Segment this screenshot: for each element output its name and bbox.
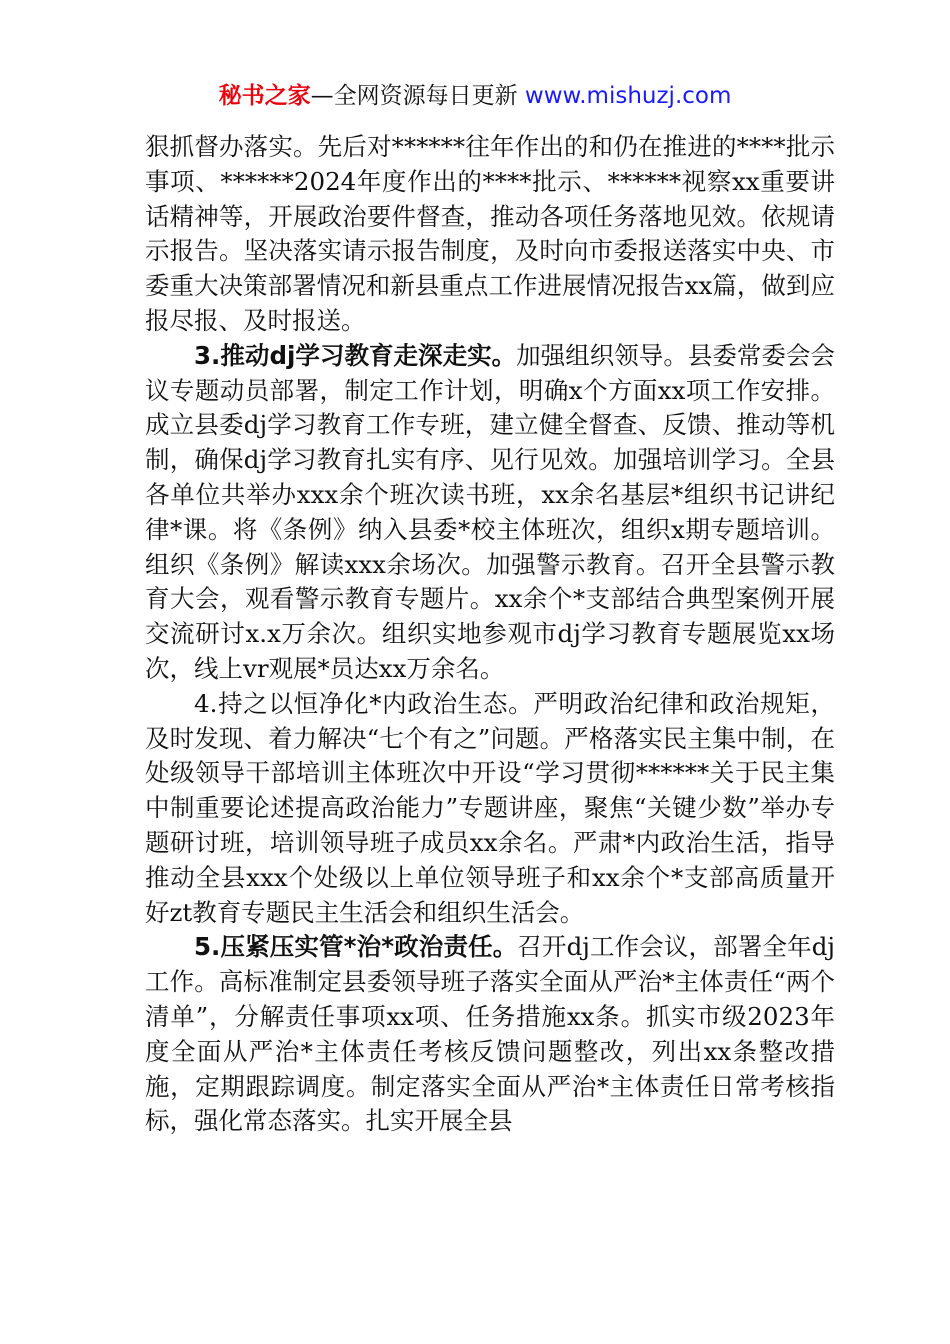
site-slogan: —全网资源每日更新 xyxy=(310,83,525,109)
site-header xyxy=(0,80,950,112)
site-name: 秘书之家 xyxy=(218,83,311,109)
paragraph-1-text: 狠抓督办落实。先后对******往年作出的和仍在推进的****批示事项、******2024年度作出的****批示、******视察xx重要讲话精神等，开展政治要件督查，推动各项任务落地见效。依规请示报告。坚决落实请示报告制度，及时向市委报送落实中央、市委重大决策部署情况和新县重点工作进展情况报告xx篇，做到应报尽报、及时报送。 xyxy=(145,132,835,335)
paragraph-4 xyxy=(145,930,835,1139)
site-url-link[interactable]: www.mishuzj.com xyxy=(524,83,732,109)
paragraph-3 xyxy=(145,687,835,931)
paragraph-4-heading: 5.压紧压实管*治*政治责任。 xyxy=(194,932,518,962)
paragraph-3-text: 4.持之以恒净化*内政治生态。严明政治纪律和政治规矩，及时发现、着力解决“七个有之”问题。严格落实民主集中制，在处级领导干部培训主体班次中开设“学习贯彻******关于民主集中制重要论述提高政治能力”专题讲座，聚焦“关键少数”举办专题研讨班，培训领导班子成员xx余名。严肃*内政治生活，指导推动全县xxx个处级以上单位领导班子和xx余个*支部高质量开好zt教育专题民主生活会和组织生活会。 xyxy=(145,688,835,927)
document-body xyxy=(145,130,835,1139)
paragraph-2 xyxy=(145,339,835,687)
paragraph-2-heading: 3.推动dj学习教育走深走实。 xyxy=(194,340,517,370)
paragraph-1 xyxy=(145,130,835,339)
paragraph-4-text: 召开dj工作会议，部署全年dj工作。高标准制定县委领导班子落实全面从严治*主体责任“两个清单”，分解责任事项xx项、任务措施xx条。抓实市级2023年度全面从严治*主体责任考核反馈问题整改，列出xx条整改措施，定期跟踪调度。制定落实全面从严治*主体责任日常考核指标，强化常态落实。扎实开展全县 xyxy=(145,932,835,1136)
paragraph-2-text: 加强组织领导。县委常委会会议专题动员部署，制定工作计划，明确x个方面xx项工作安排。成立县委dj学习教育工作专班，建立健全督查、反馈、推动等机制，确保dj学习教育扎实有序、见行见效。加强培训学习。全县各单位共举办xxx余个班次读书班，xx余名基层*组织书记讲纪律*课。将《条例》纳入县委*校主体班次，组织x期专题培训。组织《条例》解读xxx余场次。加强警示教育。召开全县警示教育大会，观看警示教育专题片。xx余个*支部结合典型案例开展交流研讨x.x万余次。组织实地参观市dj学习教育专题展览xx场次，线上vr观展*员达xx万余名。 xyxy=(145,340,835,683)
